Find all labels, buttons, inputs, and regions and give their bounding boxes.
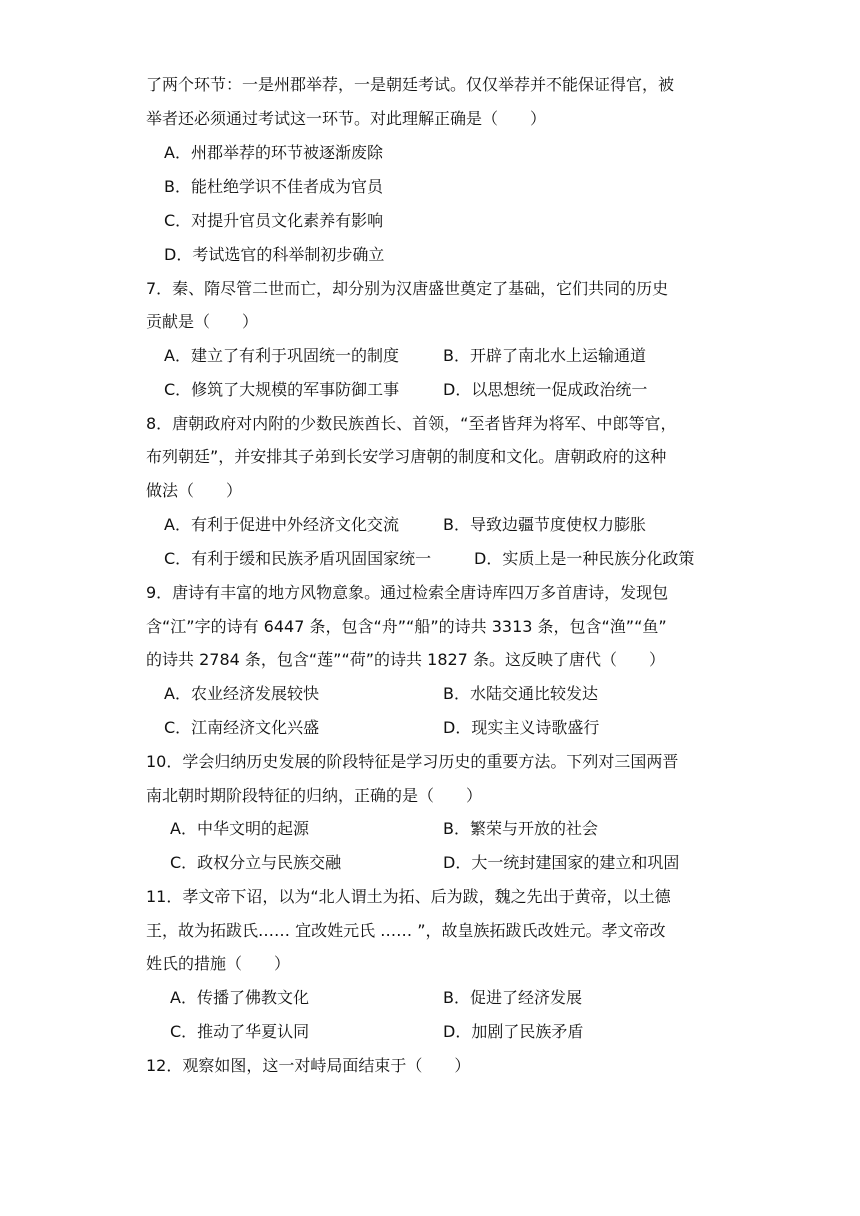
option-b: B．繁荣与开放的社会 bbox=[443, 819, 598, 838]
option-b: B．导致边疆节度使权力膨胀 bbox=[443, 515, 646, 534]
option-b: B．水陆交通比较发达 bbox=[443, 684, 598, 703]
option-a: A．州郡举荐的环节被逐渐废除 bbox=[164, 143, 383, 162]
question-9-text: 的诗共 2784 条，包含“莲”“荷”的诗共 1827 条。这反映了唐代（ ） bbox=[146, 650, 665, 669]
option-c: C．有利于缓和民族矛盾巩固国家统一 bbox=[164, 549, 432, 568]
option-a: A．农业经济发展较快 bbox=[164, 684, 319, 703]
option-c: C．对提升官员文化素养有影响 bbox=[164, 211, 384, 230]
option-d: D．现实主义诗歌盛行 bbox=[443, 718, 600, 737]
question-10-text: 10．学会归纳历史发展的阶段特征是学习历史的重要方法。下列对三国两晋 bbox=[146, 752, 679, 771]
option-b: B．开辟了南北水上运输通道 bbox=[443, 346, 646, 365]
option-d: D．实质上是一种民族分化政策 bbox=[474, 549, 695, 568]
option-b: B．能杜绝学识不佳者成为官员 bbox=[164, 177, 383, 196]
question-8-text: 做法（ ） bbox=[146, 481, 243, 500]
question-8-text: 布列朝廷”，并安排其子弟到长安学习唐朝的制度和文化。唐朝政府的这种 bbox=[146, 447, 667, 466]
option-a: A．传播了佛教文化 bbox=[170, 988, 309, 1007]
option-a: A．中华文明的起源 bbox=[170, 819, 309, 838]
option-a: A．有利于促进中外经济文化交流 bbox=[164, 515, 399, 534]
option-d: D．以思想统一促成政治统一 bbox=[443, 380, 648, 399]
question-9-text: 含“江”字的诗有 6447 条，包含“舟”“船”的诗共 3313 条，包含“渔”“鱼” bbox=[146, 617, 667, 636]
question-text: 举者还必须通过考试这一环节。对此理解正确是（ ） bbox=[146, 109, 547, 128]
option-c: C．江南经济文化兴盛 bbox=[164, 718, 320, 737]
option-d: D．考试选官的科举制初步确立 bbox=[164, 245, 385, 264]
question-12-text: 12．观察如图，这一对峙局面结束于（ ） bbox=[146, 1056, 471, 1075]
question-text: 了两个环节：一是州郡举荐，一是朝廷考试。仅仅举荐并不能保证得官，被 bbox=[146, 75, 675, 94]
option-c: C．推动了华夏认同 bbox=[170, 1022, 310, 1041]
question-11-text: 姓氏的措施（ ） bbox=[146, 954, 291, 973]
question-7-text: 7．秦、隋尽管二世而亡，却分别为汉唐盛世奠定了基础，它们共同的历史 bbox=[146, 279, 669, 298]
option-b: B．促进了经济发展 bbox=[443, 988, 582, 1007]
option-d: D．大一统封建国家的建立和巩固 bbox=[443, 853, 680, 872]
question-9-text: 9．唐诗有丰富的地方风物意象。通过检索全唐诗库四万多首唐诗，发现包 bbox=[146, 583, 669, 602]
question-11-text: 王，故为拓跋氏…… 宜改姓元氏 …… ”，故皇族拓跋氏改姓元。孝文帝改 bbox=[146, 921, 666, 940]
question-8-text: 8．唐朝政府对内附的少数民族酋长、首领，“至者皆拜为将军、中郎等官， bbox=[146, 414, 677, 433]
option-d: D．加剧了民族矛盾 bbox=[443, 1022, 584, 1041]
option-c: C．修筑了大规模的军事防御工事 bbox=[164, 380, 400, 399]
question-7-text: 贡献是（ ） bbox=[146, 312, 259, 331]
question-11-text: 11．孝文帝下诏，以为“北人谓土为拓、后为跋，魏之先出于黄帝，以土德 bbox=[146, 887, 671, 906]
option-c: C．政权分立与民族交融 bbox=[170, 853, 342, 872]
option-a: A．建立了有利于巩固统一的制度 bbox=[164, 346, 399, 365]
question-10-text: 南北朝时期阶段特征的归纳，正确的是（ ） bbox=[146, 786, 483, 805]
